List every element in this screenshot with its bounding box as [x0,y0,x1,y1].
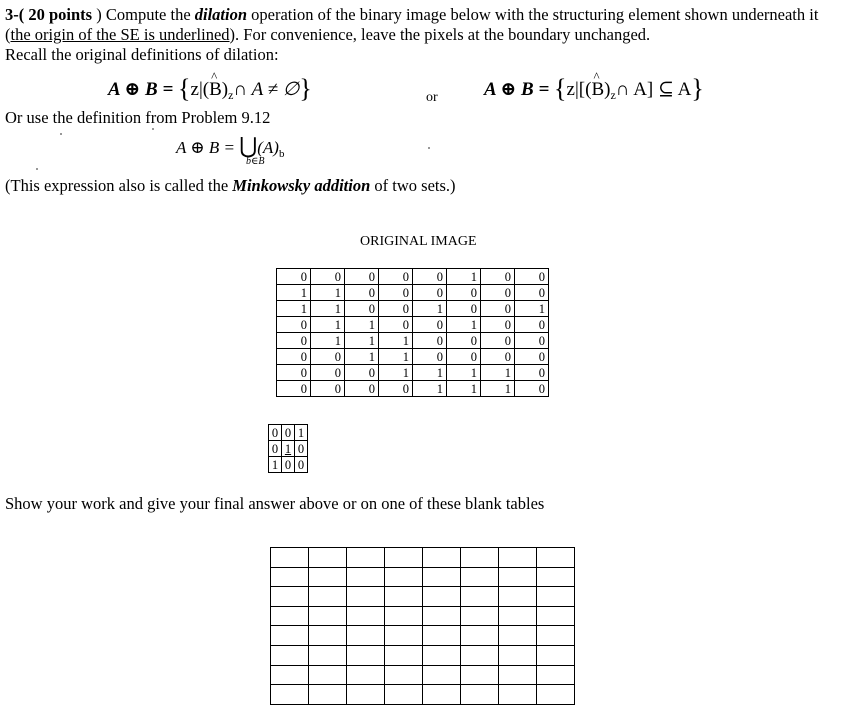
se-cell: 0 [269,425,282,441]
original-pixel-cell: 0 [515,333,549,349]
original-pixel-cell: 1 [311,317,345,333]
blank-answer-cell[interactable] [461,665,499,685]
original-pixel-cell: 1 [311,333,345,349]
blank-answer-cell[interactable] [423,665,461,685]
original-pixel-cell: 0 [277,333,311,349]
blank-answer-cell[interactable] [309,548,347,568]
blank-answer-cell[interactable] [423,548,461,568]
blank-answer-cell[interactable] [271,567,309,587]
blank-answer-cell[interactable] [461,626,499,646]
original-pixel-cell: 1 [311,285,345,301]
original-pixel-cell: 0 [481,349,515,365]
problem-points: 20 points [28,5,93,24]
blank-answer-cell[interactable] [423,685,461,705]
blank-answer-cell[interactable] [385,626,423,646]
original-pixel-cell: 0 [481,285,515,301]
original-pixel-cell: 0 [277,269,311,285]
blank-answer-cell[interactable] [385,567,423,587]
intro-b: operation of the binary image below with the structuring element shown underneath it ( [5,5,819,44]
blank-answer-table[interactable] [270,547,575,705]
original-pixel-cell: 1 [311,301,345,317]
blank-answer-cell[interactable] [271,548,309,568]
original-pixel-cell: 0 [515,349,549,365]
blank-answer-cell[interactable] [537,685,575,705]
original-pixel-cell: 0 [379,381,413,397]
blank-answer-cell[interactable] [461,606,499,626]
original-pixel-cell: 0 [311,381,345,397]
blank-answer-cell[interactable] [423,626,461,646]
blank-answer-cell[interactable] [385,587,423,607]
original-pixel-cell: 1 [447,365,481,381]
original-pixel-cell: 0 [277,381,311,397]
original-pixel-cell: 0 [481,269,515,285]
blank-answer-cell[interactable] [309,645,347,665]
original-pixel-cell: 0 [345,301,379,317]
blank-answer-cell[interactable] [385,665,423,685]
scan-speck [60,133,62,135]
blank-row [271,548,575,568]
original-pixel-cell: 1 [379,349,413,365]
original-pixel-cell: 0 [345,365,379,381]
scan-speck [428,147,430,149]
original-pixel-cell: 0 [515,317,549,333]
blank-answer-cell[interactable] [499,665,537,685]
se-row [269,457,308,473]
original-pixel-cell: 1 [447,381,481,397]
original-pixel-cell: 0 [481,333,515,349]
intro-c: ). For convenience, leave the pixels at the boundary unchanged. [229,25,651,44]
blank-answer-cell[interactable] [385,548,423,568]
scan-speck [36,168,38,170]
se-cell: 0 [295,441,308,457]
original-image-row [277,269,549,285]
blank-row [271,567,575,587]
blank-answer-cell[interactable] [347,587,385,607]
original-pixel-cell: 0 [277,317,311,333]
problem-number: 3-( [5,5,25,24]
original-pixel-cell: 0 [515,365,549,381]
minkowski-note: (This expression also is called the Minkowsky addition of two sets.) [5,176,456,195]
original-pixel-cell: 1 [413,301,447,317]
original-pixel-cell: 0 [311,269,345,285]
blank-answer-cell[interactable] [309,626,347,646]
original-pixel-cell: 0 [413,317,447,333]
blank-answer-cell[interactable] [461,685,499,705]
blank-answer-cell[interactable] [537,665,575,685]
blank-answer-cell[interactable] [309,587,347,607]
se-origin-note: the origin of the SE is underlined [10,25,230,44]
blank-answer-cell[interactable] [347,645,385,665]
blank-answer-cell[interactable] [385,685,423,705]
blank-answer-cell[interactable] [423,645,461,665]
original-pixel-cell: 1 [379,333,413,349]
dilation-equation-3: A ⊕ $B = ⋃(A)_b$ [176,133,285,160]
blank-answer-cell[interactable] [461,587,499,607]
original-image-row [277,365,549,381]
or-label: or [426,90,438,105]
original-image-row [277,381,549,397]
recall-text: Recall the original definitions of dilation: [5,45,279,64]
dilation-equation-2: A ⊕ B = {z|[(^ $B)_z\cap$ A] ⊆ A} [484,74,704,104]
original-pixel-cell: 0 [413,349,447,365]
original-pixel-cell: 0 [277,349,311,365]
original-pixel-cell: 0 [481,301,515,317]
blank-row [271,626,575,646]
blank-answer-cell[interactable] [423,567,461,587]
instructions-text: Show your work and give your final answer above or on one of these blank tables [5,494,545,513]
se-row [269,425,308,441]
blank-answer-cell[interactable] [423,606,461,626]
blank-answer-cell[interactable] [271,645,309,665]
blank-answer-cell[interactable] [309,685,347,705]
problem-statement [5,5,835,65]
original-pixel-cell: 1 [345,349,379,365]
original-pixel-cell: 0 [481,317,515,333]
original-pixel-cell: 1 [481,365,515,381]
original-pixel-cell: 0 [413,285,447,301]
original-pixel-cell: 0 [447,349,481,365]
original-pixel-cell: 1 [515,301,549,317]
original-pixel-cell: 0 [515,269,549,285]
original-pixel-cell: 0 [515,381,549,397]
dilation-term: dilation [194,5,248,24]
blank-answer-cell[interactable] [385,606,423,626]
blank-answer-cell[interactable] [499,685,537,705]
blank-answer-cell[interactable] [309,665,347,685]
original-image-row [277,285,549,301]
blank-answer-cell[interactable] [271,665,309,685]
blank-answer-cell[interactable] [499,626,537,646]
blank-row [271,645,575,665]
blank-row [271,606,575,626]
original-pixel-cell: 0 [447,301,481,317]
blank-answer-cell[interactable] [537,606,575,626]
original-image-row [277,317,549,333]
blank-answer-cell[interactable] [537,587,575,607]
original-pixel-cell: 0 [345,269,379,285]
original-pixel-cell: 0 [379,317,413,333]
alt-definition-text: Or use the definition from Problem 9.12 [5,108,271,127]
se-cell: 1 [269,457,282,473]
original-pixel-cell: 1 [345,333,379,349]
original-pixel-cell: 0 [379,301,413,317]
blank-answer-cell[interactable] [537,645,575,665]
blank-row [271,587,575,607]
original-pixel-cell: 0 [379,285,413,301]
blank-answer-cell[interactable] [499,548,537,568]
blank-answer-cell[interactable] [499,587,537,607]
blank-answer-cell[interactable] [461,567,499,587]
original-pixel-cell: 1 [413,381,447,397]
original-pixel-cell: 0 [379,269,413,285]
original-pixel-cell: 0 [447,333,481,349]
original-pixel-cell: 0 [447,285,481,301]
blank-answer-cell[interactable] [461,548,499,568]
original-pixel-cell: 1 [481,381,515,397]
structuring-element-grid [268,424,308,473]
blank-answer-cell[interactable] [347,567,385,587]
blank-answer-cell[interactable] [309,606,347,626]
se-cell: 1 [295,425,308,441]
original-pixel-cell: 1 [379,365,413,381]
se-cell: 0 [295,457,308,473]
se-cell: 0 [269,441,282,457]
se-row [269,441,308,457]
blank-answer-cell[interactable] [423,587,461,607]
blank-answer-cell[interactable] [347,548,385,568]
blank-answer-cell[interactable] [385,645,423,665]
original-pixel-cell: 1 [277,285,311,301]
blank-answer-cell[interactable] [537,626,575,646]
close-paren: ) [96,5,102,24]
original-image-row [277,333,549,349]
blank-answer-cell[interactable] [537,548,575,568]
original-pixel-cell: 0 [345,285,379,301]
union-subscript: b∈B [246,156,265,167]
blank-answer-cell[interactable] [271,685,309,705]
original-image-row [277,349,549,365]
blank-answer-cell[interactable] [271,606,309,626]
se-cell: 0 [282,425,295,441]
blank-answer-cell[interactable] [347,606,385,626]
original-pixel-cell: 0 [311,365,345,381]
blank-answer-cell[interactable] [271,587,309,607]
blank-answer-cell[interactable] [271,626,309,646]
blank-answer-cell[interactable] [499,645,537,665]
original-image-grid [276,268,549,397]
original-pixel-cell: 1 [413,365,447,381]
original-pixel-cell: 1 [447,269,481,285]
original-pixel-cell: 0 [277,365,311,381]
blank-answer-cell[interactable] [347,626,385,646]
blank-answer-cell[interactable] [309,567,347,587]
intro-a: Compute the [105,5,191,24]
dilation-equation-1: A ⊕ B = {z|(^ $B)_z\cap$ A ≠ ∅} [108,74,312,104]
original-image-title: ORIGINAL IMAGE [360,234,477,249]
original-pixel-cell: 0 [413,333,447,349]
original-pixel-cell: 0 [515,285,549,301]
blank-answer-cell[interactable] [499,606,537,626]
se-cell: 0 [282,457,295,473]
original-pixel-cell: 1 [447,317,481,333]
blank-answer-cell[interactable] [499,567,537,587]
scan-speck [152,128,154,130]
original-pixel-cell: 0 [413,269,447,285]
blank-answer-cell[interactable] [461,645,499,665]
original-pixel-cell: 1 [345,317,379,333]
blank-answer-cell[interactable] [347,665,385,685]
blank-row [271,685,575,705]
se-origin-cell: 1 [282,441,295,457]
blank-row [271,665,575,685]
blank-answer-cell[interactable] [537,567,575,587]
blank-answer-cell[interactable] [347,685,385,705]
original-pixel-cell: 0 [311,349,345,365]
original-pixel-cell: 1 [277,301,311,317]
original-pixel-cell: 0 [345,381,379,397]
original-image-row [277,301,549,317]
